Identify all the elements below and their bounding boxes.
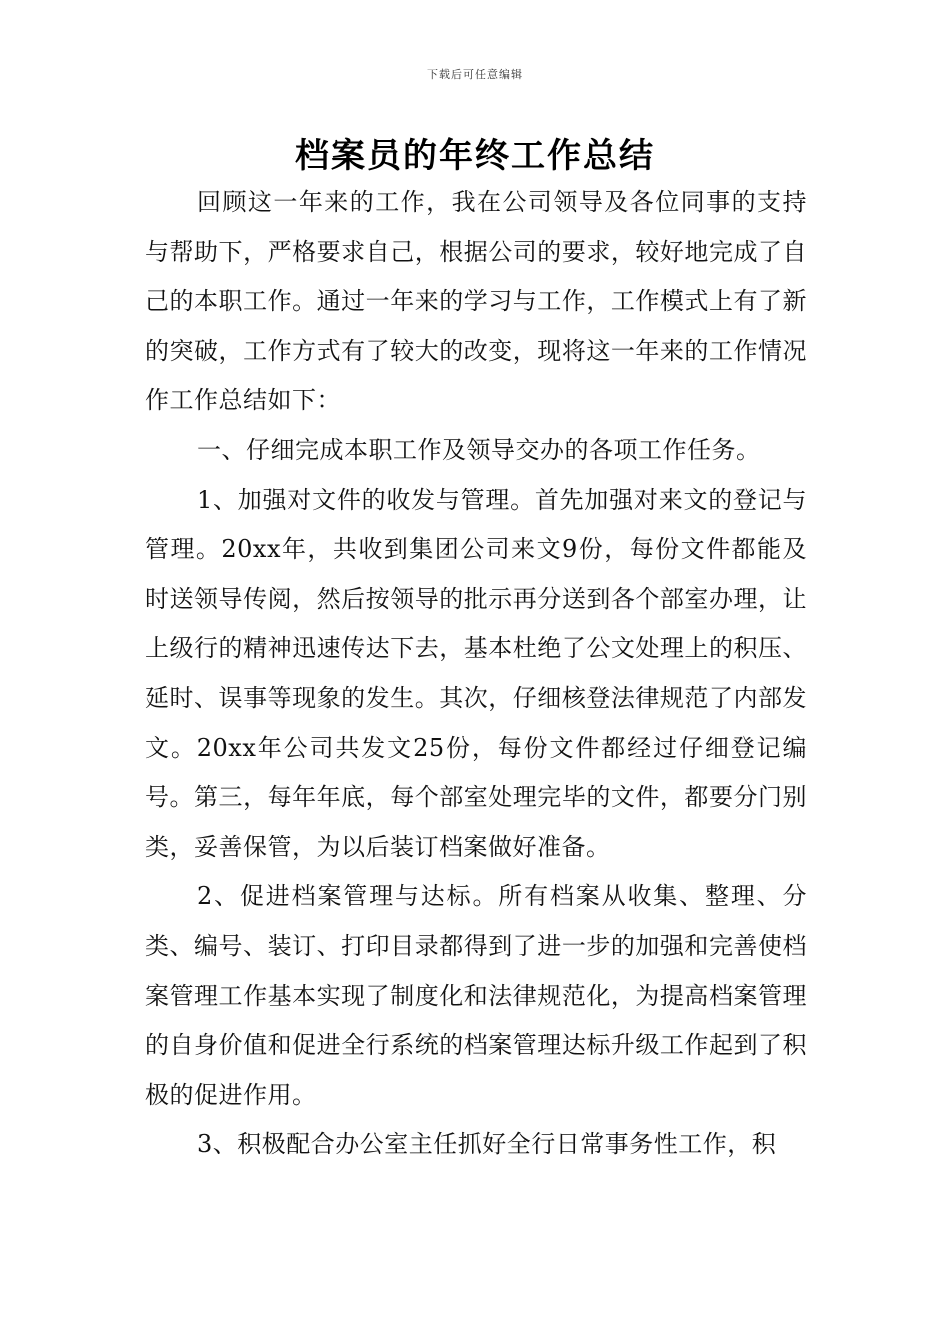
document-body xyxy=(145,178,807,1170)
document-title: 档案员的年终工作总结 xyxy=(295,136,655,176)
paragraph-item-1: 1、加强对文件的收发与管理。首先加强对来文的登记与管理。20xx年，共收到集团公司来文9份，每份文件都能及时送领导传阅，然后按领导的批示再分送到各个部室办理，让上级行的精神迅速传达下去，基本杜绝了公文处理上的积压、延时、误事等现象的发生。其次，仔细核登法律规范了内部发文。20xx年公司共发文25份，每份文件都经过仔细登记编号。第三，每年年底，每个部室处理完毕的文件，都要分门别类，妥善保管，为以后装订档案做好准备。 xyxy=(145,485,807,861)
paragraph-item-3: 3、积极配合办公室主任抓好全行日常事务性工作，积 xyxy=(197,1130,777,1159)
header-note: 下载后可任意编辑 xyxy=(427,68,523,81)
paragraph-intro: 回顾这一年来的工作，我在公司领导及各位同事的支持与帮助下，严格要求自己，根据公司的要求，较好地完成了自己的本职工作。通过一年来的学习与工作，工作模式上有了新的突破，工作方式有了较大的改变，现将这一年来的工作情况作工作总结如下： xyxy=(145,188,807,415)
paragraph-item-2: 2、促进档案管理与达标。所有档案从收集、整理、分类、编号、装订、打印目录都得到了进一步的加强和完善使档案管理工作基本实现了制度化和法律规范化，为提高档案管理的自身价值和促进全行系统的档案管理达标升级工作起到了积极的促进作用。 xyxy=(145,882,807,1109)
paragraph-section-1-heading: 一、仔细完成本职工作及领导交办的各项工作任务。 xyxy=(197,435,761,464)
